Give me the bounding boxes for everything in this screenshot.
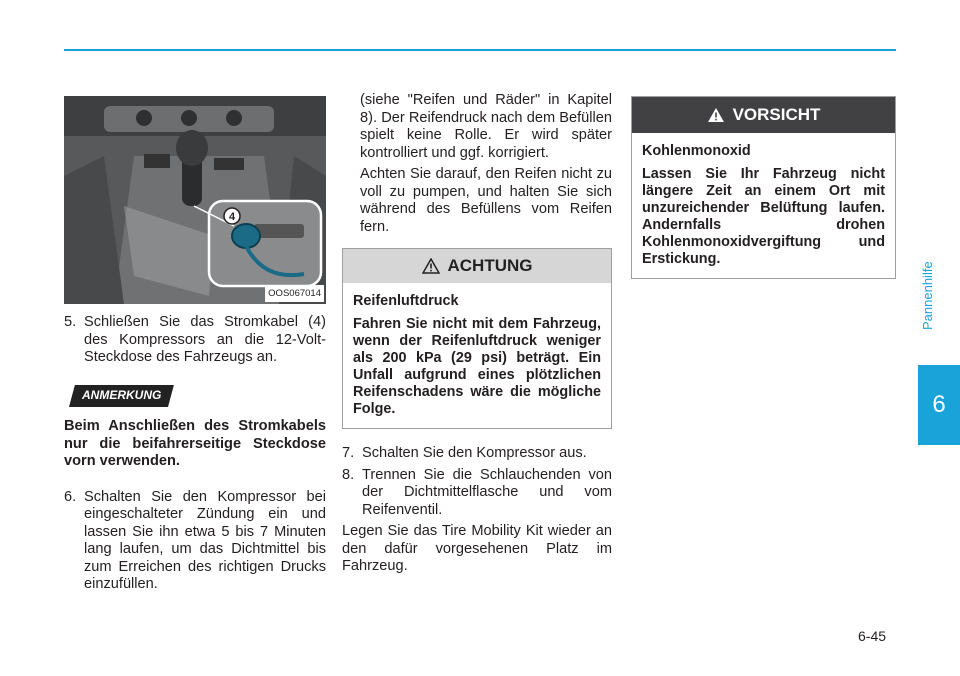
caution-label: ACHTUNG <box>447 256 533 276</box>
caution-title: Reifenluftdruck <box>353 293 459 309</box>
step-7-text: Schalten Sie den Kompressor aus. <box>362 445 587 461</box>
warning-triangle-icon <box>707 107 725 123</box>
step-5-number: 5. <box>64 314 77 330</box>
caution-text: Fahren Sie nicht mit dem Fahrzeug, wenn der Reifenluftdruck weniger als 200 kPa (29 psi) beträgt. Ein Unfall aufgrund eines plötzlichen Reifenschadens wäre die mögliche Folge. <box>353 316 601 417</box>
page-number: 6-45 <box>858 628 887 644</box>
header-rule <box>64 49 896 51</box>
caution-header <box>343 249 611 283</box>
section-title: Pannenhilfe <box>920 261 935 330</box>
step-6 <box>64 489 326 594</box>
callout-number: 4 <box>228 211 236 223</box>
caution-body <box>343 283 611 428</box>
warning-text: Lassen Sie Ihr Fahrzeug nicht längere Zeit an einem Ort mit unzureichender Belüftung laufen. Andernfalls drohen Kohlenmonoxidvergiftung und Erstickung. <box>642 166 885 267</box>
console-photo <box>64 96 326 304</box>
step-6-number: 6. <box>64 488 77 505</box>
note-label: ANMERKUNG <box>82 387 162 402</box>
warning-label: VORSICHT <box>732 105 821 125</box>
note-text: Beim Anschließen des Stromkabels nur die beifahrerseitige Steckdose vorn verwenden. <box>64 418 326 469</box>
caution-box <box>342 248 612 429</box>
warning-title: Kohlenmonoxid <box>642 143 751 159</box>
continuation-text-1: (siehe "Reifen und Räder" in Kapitel 8). Der Reifendruck nach dem Befüllen spielt keine Rolle. Er wird später kontrolliert und ggf. korrigiert. <box>360 92 612 161</box>
step-8-text: Trennen Sie die Schlauchenden von der Dichtmittelflasche und vom Reifenventil. <box>362 466 612 518</box>
closing-text: Legen Sie das Tire Mobility Kit wieder an den dafür vorgesehenen Platz im Fahrzeug. <box>342 523 612 574</box>
console-illustration <box>64 96 326 304</box>
step-7 <box>342 445 612 463</box>
warning-triangle-icon <box>422 258 440 274</box>
step-5 <box>64 314 326 367</box>
step-7-number: 7. <box>342 445 355 461</box>
chapter-tab: 6 <box>918 365 960 445</box>
note-badge <box>69 385 174 407</box>
photo-caption: OOS067014 <box>265 285 324 303</box>
warning-box <box>631 96 896 279</box>
warning-body <box>632 133 895 278</box>
column-left <box>64 96 326 594</box>
column-right <box>631 96 896 279</box>
column-middle <box>342 92 612 576</box>
continuation-text-2: Achten Sie darauf, den Reifen nicht zu voll zu pumpen, und halten Sie sich während des Befüllens vom Reifen fern. <box>360 166 612 235</box>
step-8-number: 8. <box>342 466 355 483</box>
warning-header <box>632 97 895 133</box>
step-5-text: Schließen Sie das Stromkabel (4) des Kompressors an die 12-Volt-Steckdose des Fahrzeugs an. <box>84 314 326 365</box>
step-6-text: Schalten Sie den Kompressor bei eingeschalteter Zündung ein und lassen Sie ihn etwa 5 bis 7 Minuten lang laufen, um das Dichtmittel bis zum Erreichen des richtigen Drucks einzufüllen. <box>84 488 326 592</box>
step-8 <box>342 467 612 520</box>
